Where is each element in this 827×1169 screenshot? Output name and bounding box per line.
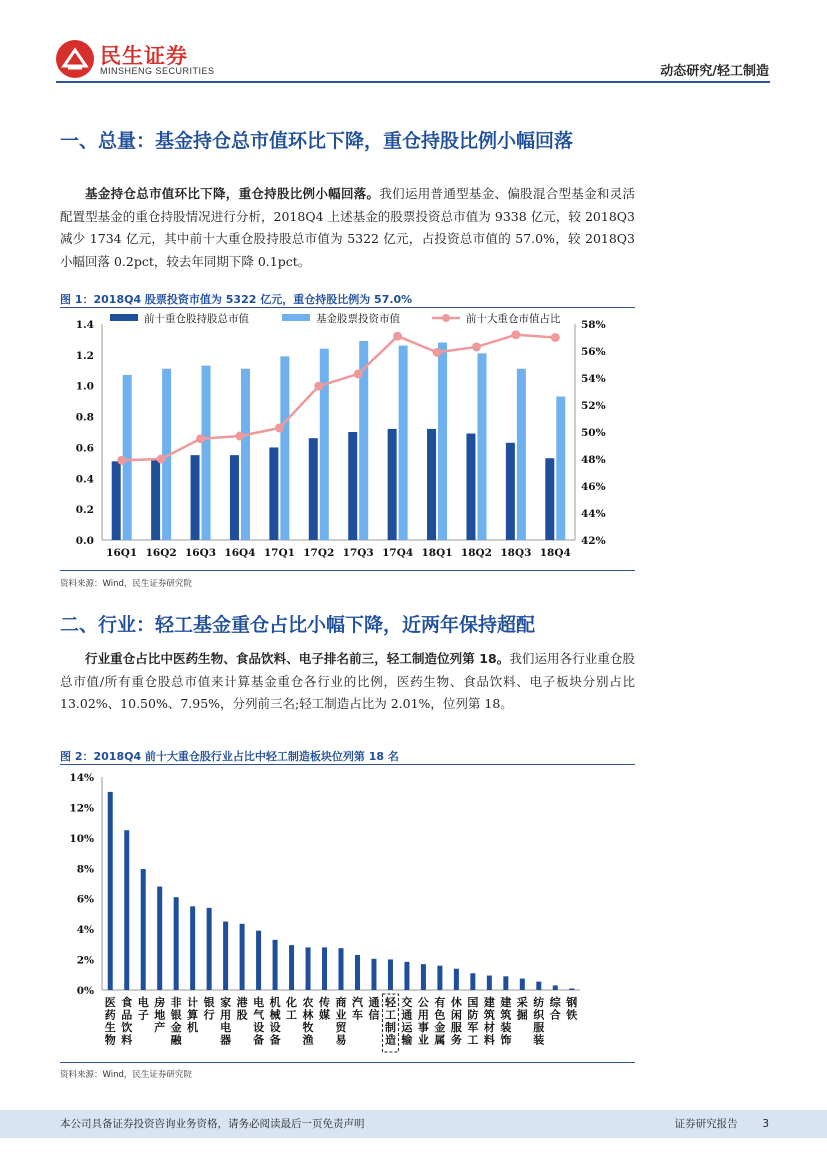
x-tick-label: 17Q4 [382, 547, 414, 559]
ratio-point-18Q4 [551, 333, 560, 342]
ratio-point-17Q3 [354, 369, 363, 378]
ratio-point-18Q3 [511, 330, 520, 339]
category-label-商业贸易: 商业贸易 [335, 996, 347, 1047]
y-right-tick-label: 48% [581, 454, 606, 466]
bar-机械设备 [273, 940, 278, 990]
y-right-tick-label: 46% [581, 481, 606, 493]
bar-食品饮料 [124, 830, 129, 990]
legend-swatch-fund [282, 314, 310, 321]
category-label-银行: 银行 [203, 996, 215, 1022]
bar-top10-18Q2 [466, 434, 475, 540]
figure1-title: 图 1：2018Q4 股票投资市值为 5322 亿元，重仓持股比例为 57.0% [60, 293, 413, 306]
category-label-轻工制造: 轻工制造 [384, 996, 396, 1047]
figure1-rule [60, 307, 635, 308]
bar-有色金属 [437, 966, 442, 990]
ratio-line [122, 335, 556, 461]
ratio-point-16Q4 [235, 432, 244, 441]
category-label-非银金融: 非银金融 [170, 996, 182, 1047]
x-tick-label: 18Q1 [421, 547, 453, 559]
section2-lead: 行业重仓占比中医药生物、食品饮料、电子排名前三，轻工制造位列第 18。 [85, 651, 510, 666]
y-left-tick-label: 1.0 [75, 380, 94, 393]
category-label-化工: 化工 [286, 996, 298, 1022]
category-label-港股: 港股 [236, 996, 248, 1022]
bar-fund-16Q3 [202, 366, 211, 540]
brand-name-cn: 民生证券 [100, 44, 188, 68]
y-right-tick-label: 44% [581, 508, 606, 520]
bar-国防军工 [470, 973, 475, 990]
y-right-tick-label: 42% [581, 535, 606, 547]
ratio-point-17Q1 [275, 423, 284, 432]
category-label-家用电器: 家用电器 [220, 996, 232, 1047]
category-label-食品饮料: 食品饮料 [121, 996, 133, 1047]
category-label-钢铁: 钢铁 [566, 996, 578, 1022]
y-left-tick-label: 0.6 [75, 442, 94, 455]
bar-fund-18Q4 [556, 397, 565, 540]
bar-商业贸易 [339, 948, 344, 990]
section2-title: 二、行业：轻工基金重仓占比小幅下降，近两年保持超配 [60, 614, 536, 636]
x-tick-label: 16Q3 [185, 547, 217, 559]
category-label-采掘: 采掘 [516, 996, 528, 1022]
y-left-tick-label: 1.4 [75, 319, 94, 331]
category-label-建筑材料: 建筑材料 [483, 996, 495, 1047]
section2-paragraph [60, 648, 635, 716]
bar-top10-16Q4 [230, 455, 239, 540]
figure2-source: 资料来源：Wind，民生证券研究院 [60, 1070, 192, 1080]
footer-report-type: 证券研究报告 [674, 1118, 738, 1130]
figure2-bottom-rule [60, 1062, 635, 1063]
bar-top10-18Q4 [545, 458, 554, 540]
bar-fund-16Q4 [241, 369, 250, 540]
bar-汽车 [355, 955, 360, 990]
y-tick-label: 0% [76, 985, 94, 997]
legend-swatch-top10 [110, 314, 138, 321]
bar-计算机 [190, 906, 195, 990]
bar-电气设备 [256, 931, 261, 990]
y-right-tick-label: 54% [581, 373, 606, 385]
legend-label-fund: 基金股票投资市值 [316, 313, 400, 325]
x-tick-label: 18Q4 [539, 547, 571, 559]
category-label-建筑装饰: 建筑装饰 [500, 996, 512, 1047]
bar-fund-18Q1 [438, 343, 447, 540]
y-tick-label: 2% [76, 954, 94, 967]
category-label-有色金属: 有色金属 [434, 996, 446, 1047]
section1-body: 我们运用普通型基金、偏股混合型基金和灵活配置型基金的重仓持股情况进行分析，2018Q4 上述基金的股票投资总市值为 9338 亿元，较 2018Q3 减少 1734 亿元，其中前十大重仓股持股总市值为 5322 亿元，占投资总市值的 57.0%，较 2018Q3 小幅回落 0.2pct，较去年同期下降 0.1pct。 [60, 186, 635, 269]
section2-body: 我们运用各行业重仓股总市值/所有重仓股总市值来计算基金重仓各行业的比例，医药生物、食品饮料、电子板块分别占比 13.02%、10.50%、7.95%，分列前三名;轻工制造占比为 2.01%，位列第 18。 [60, 651, 635, 711]
x-tick-label: 16Q2 [145, 547, 177, 559]
x-tick-label: 16Q1 [106, 547, 138, 559]
y-tick-label: 14% [69, 772, 94, 784]
brand-name-en: MINSHENG SECURITIES [100, 66, 215, 76]
x-tick-label: 17Q2 [303, 547, 335, 559]
category-label-通信: 通信 [368, 996, 380, 1022]
y-tick-label: 10% [69, 832, 94, 845]
y-right-tick-label: 50% [581, 427, 606, 439]
x-tick-label: 18Q2 [460, 547, 492, 559]
bar-通信 [371, 959, 376, 990]
bar-综合 [553, 985, 558, 990]
section1-paragraph [60, 183, 635, 273]
y-left-tick-label: 0.4 [75, 473, 94, 486]
figure2-rule [60, 764, 635, 765]
bar-fund-17Q4 [399, 346, 408, 540]
bar-top10-18Q3 [506, 443, 515, 540]
y-tick-label: 4% [76, 924, 94, 937]
x-tick-label: 16Q4 [224, 547, 256, 559]
category-label-电气设备: 电气设备 [253, 996, 265, 1047]
figure1-bottom-rule [60, 570, 635, 571]
bar-top10-16Q3 [191, 455, 200, 540]
bar-top10-18Q1 [427, 429, 436, 540]
y-right-tick-label: 58% [581, 319, 606, 331]
ratio-point-16Q1 [117, 456, 126, 465]
bar-top10-17Q2 [309, 438, 318, 540]
x-tick-label: 18Q3 [500, 547, 532, 559]
category-label-休闲服务: 休闲服务 [450, 996, 462, 1047]
ratio-point-17Q2 [314, 382, 323, 391]
legend-label-ratio: 前十大重仓市值占比 [466, 313, 561, 325]
footer-right [675, 1116, 769, 1131]
page-number: 3 [762, 1118, 769, 1130]
category-label-国防军工: 国防军工 [467, 996, 479, 1047]
y-tick-label: 8% [76, 863, 94, 876]
y-tick-label: 12% [69, 802, 94, 815]
bar-银行 [207, 908, 212, 990]
bar-top10-17Q1 [269, 447, 278, 540]
bar-化工 [289, 945, 294, 990]
category-label-公用事业: 公用事业 [417, 996, 429, 1047]
y-left-tick-label: 0.2 [75, 504, 94, 517]
x-tick-label: 17Q3 [342, 547, 374, 559]
brand-logo-icon [56, 40, 94, 78]
legend-marker-ratio [442, 314, 450, 322]
figure1-chart [60, 310, 635, 568]
category-label-房地产: 房地产 [154, 996, 166, 1034]
bar-建筑装饰 [503, 976, 508, 990]
bar-top10-16Q1 [112, 461, 121, 540]
ratio-point-17Q4 [393, 332, 402, 341]
y-left-tick-label: 0.8 [75, 411, 94, 424]
bar-农林牧渔 [306, 947, 311, 990]
bar-fund-17Q1 [280, 356, 289, 540]
figure1-source: 资料来源：Wind，民生证券研究院 [60, 579, 192, 589]
category-label-农林牧渔: 农林牧渔 [302, 996, 314, 1047]
report-category: 动态研究/轻工制造 [660, 64, 769, 79]
category-label-医药生物: 医药生物 [104, 996, 116, 1047]
x-tick-label: 17Q1 [263, 547, 295, 559]
header-divider [56, 81, 770, 83]
category-label-计算机: 计算机 [187, 996, 199, 1034]
section1-lead: 基金持仓总市值环比下降，重仓持股比例小幅回落。 [85, 186, 380, 201]
bar-非银金融 [174, 897, 179, 990]
figure2-title: 图 2：2018Q4 前十大重仓股行业占比中轻工制造板块位列第 18 名 [60, 750, 399, 763]
bar-休闲服务 [454, 969, 459, 990]
bar-top10-17Q3 [348, 432, 357, 540]
bar-交通运输 [404, 962, 409, 990]
ratio-point-16Q3 [196, 434, 205, 443]
bar-钢铁 [569, 988, 574, 990]
bar-港股 [240, 924, 245, 990]
section1-title: 一、总量：基金持仓总市值环比下降，重仓持股比例小幅回落 [60, 130, 574, 152]
y-left-tick-label: 1.2 [75, 349, 94, 362]
y-right-tick-label: 56% [581, 346, 606, 358]
ratio-point-18Q1 [433, 348, 442, 357]
y-tick-label: 6% [76, 893, 94, 906]
ratio-point-18Q2 [472, 342, 481, 351]
bar-fund-18Q3 [517, 369, 526, 540]
y-left-tick-label: 0.0 [75, 535, 94, 547]
category-label-汽车: 汽车 [351, 996, 363, 1022]
footer-disclaimer: 本公司具备证券投资咨询业务资格，请务必阅读最后一页免责声明 [60, 1118, 365, 1130]
bar-房地产 [157, 887, 162, 990]
category-label-机械设备: 机械设备 [269, 996, 281, 1047]
category-label-综合: 综合 [549, 996, 561, 1022]
bar-纺织服装 [536, 982, 541, 990]
bar-fund-18Q2 [477, 353, 486, 540]
bar-家用电器 [223, 922, 228, 990]
bar-轻工制造 [388, 959, 393, 990]
category-label-交通运输: 交通运输 [401, 996, 413, 1047]
bar-公用事业 [421, 964, 426, 990]
legend-label-top10: 前十重仓股持股总市值 [144, 313, 249, 325]
bar-医药生物 [108, 792, 113, 990]
bar-电子 [141, 869, 146, 990]
bar-采掘 [520, 979, 525, 990]
bar-top10-16Q2 [151, 458, 160, 540]
category-label-传媒: 传媒 [319, 996, 331, 1022]
bar-fund-17Q2 [320, 349, 329, 540]
bar-传媒 [322, 947, 327, 990]
category-label-电子: 电子 [137, 996, 149, 1022]
y-right-tick-label: 52% [581, 400, 606, 412]
figure2-chart [60, 767, 635, 1060]
ratio-point-16Q2 [157, 455, 166, 464]
bar-top10-17Q4 [388, 429, 397, 540]
category-label-纺织服装: 纺织服装 [533, 996, 545, 1047]
bar-建筑材料 [487, 976, 492, 990]
